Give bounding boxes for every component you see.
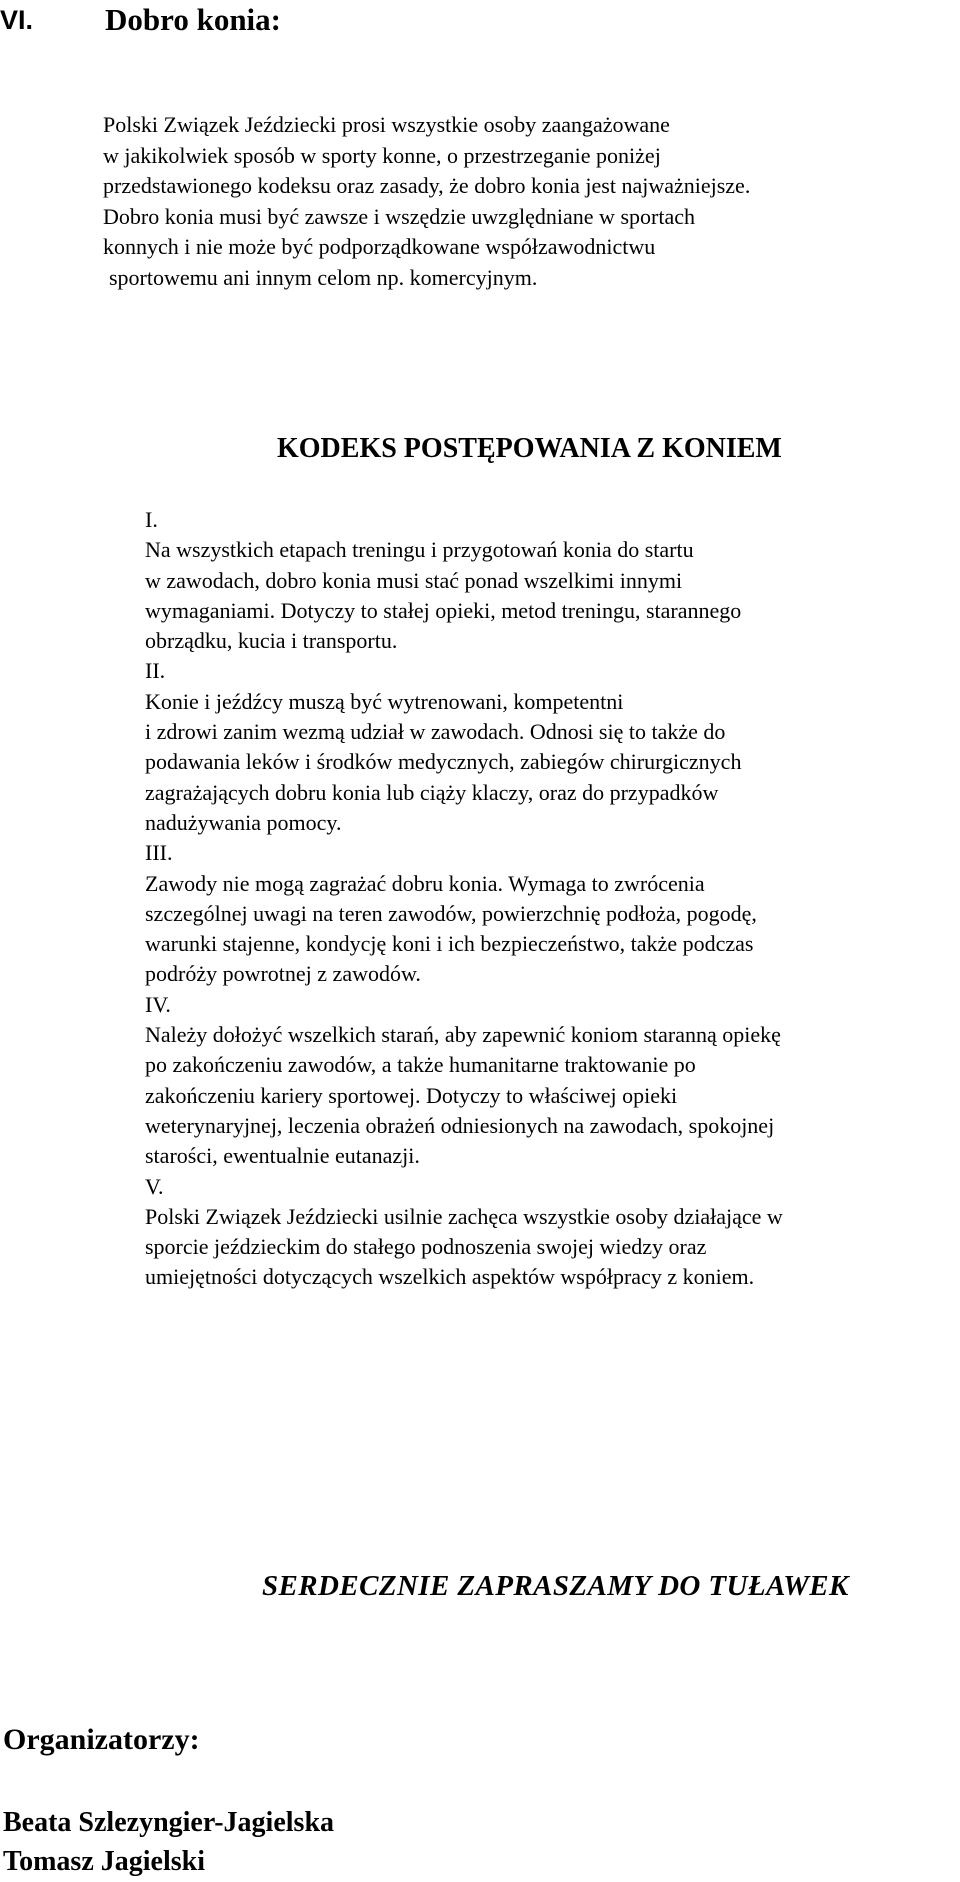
organizer-name: Tomasz Jagielski (3, 1846, 205, 1877)
code-line: zakończeniu kariery sportowej. Dotyczy to właściwej opieki (145, 1082, 678, 1108)
code-line: w zawodach, dobro konia musi stać ponad wszelkimi innymi (145, 567, 683, 593)
code-point-number: III. (145, 840, 173, 866)
code-line: wymaganiami. Dotyczy to stałej opieki, metod treningu, starannego (145, 597, 742, 623)
code-line: zagrażających dobru konia lub ciąży klaczy, oraz do przypadków (145, 779, 719, 805)
organizer-name: Beata Szlezyngier-Jagielska (3, 1807, 335, 1838)
code-point-number: I. (145, 507, 158, 532)
code-title: KODEKS POSTĘPOWANIA Z KONIEM (277, 433, 782, 464)
section-title: Dobro konia: (105, 2, 281, 37)
code-body (145, 505, 783, 1293)
code-line: Na wszystkich etapach treningu i przygotowań konia do startu (145, 537, 694, 563)
code-point-number: II. (145, 658, 166, 684)
intro-line: konnych i nie może być podporządkowane współzawodnictwu (103, 234, 656, 259)
invitation-text: SERDECZNIE ZAPRASZAMY DO TUŁAWEK (262, 1570, 849, 1602)
code-line: weterynaryjnej, leczenia obrażeń odniesionych na zawodach, spokojnej (145, 1112, 775, 1138)
code-line: Zawody nie mogą zagrażać dobru konia. Wymaga to zwrócenia (145, 870, 705, 896)
code-line: Konie i jeźdźcy muszą być wytrenowani, kompetentni (145, 688, 624, 714)
intro-line: Dobro konia musi być zawsze i wszędzie uwzględniane w sportach (103, 203, 695, 229)
code-line: podróży powrotnej z zawodów. (145, 961, 421, 987)
code-line: nadużywania pomocy. (145, 809, 342, 835)
intro-paragraph (103, 110, 750, 293)
code-line: obrządku, kucia i transportu. (145, 628, 398, 654)
intro-line: sportowemu ani innym celom np. komercyjnym. (109, 264, 538, 290)
code-line: warunki stajenne, kondycję koni i ich bezpieczeństwo, także podczas (145, 931, 754, 957)
code-line: Polski Związek Jeździecki usilnie zachęca wszystkie osoby działające w (145, 1203, 783, 1229)
code-line: starości, ewentualnie eutanazji. (145, 1143, 420, 1169)
intro-line: Polski Związek Jeździecki prosi wszystkie osoby zaangażowane (103, 112, 670, 137)
code-point-number: V. (145, 1173, 164, 1199)
code-line: sporcie jeździeckim do stałego podnoszenia swojej wiedzy oraz (145, 1234, 707, 1260)
code-line: po zakończeniu zawodów, a także humanitarne traktowanie po (145, 1052, 696, 1078)
intro-line: przedstawionego kodeksu oraz zasady, że dobro konia jest najważniejsze. (103, 173, 751, 198)
organizers-label: Organizatorzy: (3, 1723, 200, 1756)
code-line: umiejętności dotyczących wszelkich aspektów współpracy z koniem. (145, 1264, 755, 1290)
code-line: podawania leków i środków medycznych, zabiegów chirurgicznych (145, 749, 742, 775)
section-number: VI. (0, 5, 34, 35)
organizers-names (3, 1803, 334, 1881)
code-line: Należy dołożyć wszelkich starań, aby zapewnić koniom staranną opiekę (145, 1022, 781, 1048)
code-line: szczególnej uwagi na teren zawodów, powierzchnię podłoża, pogodę, (145, 900, 757, 926)
intro-line: w jakikolwiek sposób w sporty konne, o przestrzeganie poniżej (103, 142, 661, 168)
code-line: i zdrowi zanim wezmą udział w zawodach. Odnosi się to także do (145, 719, 726, 745)
code-point-number: IV. (145, 991, 171, 1017)
